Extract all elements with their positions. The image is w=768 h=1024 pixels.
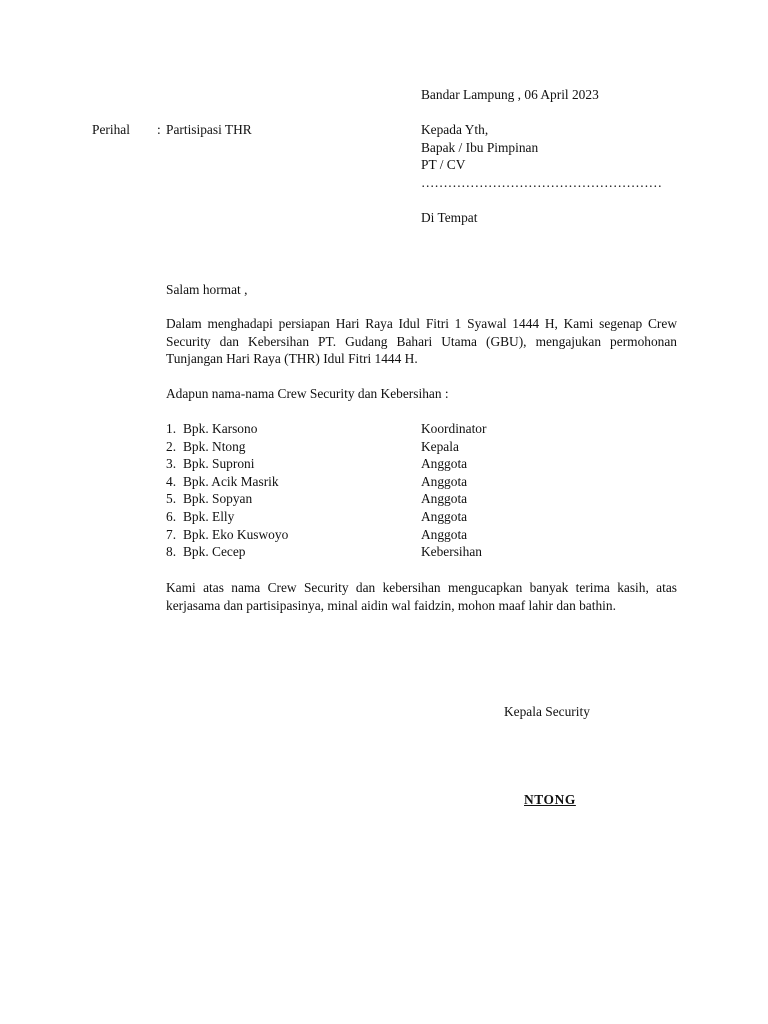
- member-role: Koordinator: [421, 421, 487, 436]
- member-list: [166, 420, 526, 561]
- member-role: Anggota: [421, 456, 468, 472]
- item-number: 2.: [166, 438, 177, 454]
- signer-title: Kepala Security: [504, 704, 590, 719]
- recipient-dotted-line: ………………………………………………: [421, 175, 663, 190]
- recipient-line-2: Bapak / Ibu Pimpinan: [421, 140, 539, 155]
- member-name: Bpk. Elly: [183, 508, 235, 524]
- list-item: [166, 490, 526, 508]
- subject-separator: :: [157, 122, 161, 137]
- item-number: 3.: [166, 456, 177, 472]
- member-name: Bpk. Karsono: [183, 421, 258, 436]
- member-name: Bpk. Eko Kuswoyo: [183, 526, 289, 542]
- item-number: 8.: [166, 544, 177, 560]
- member-role: Anggota: [421, 473, 468, 489]
- item-number: 5.: [166, 491, 177, 507]
- list-intro: Adapun nama-nama Crew Security dan Kebersihan :: [166, 386, 449, 401]
- list-item: [166, 473, 526, 491]
- recipient-line-1: Kepada Yth,: [421, 122, 489, 137]
- item-number: 6.: [166, 508, 177, 524]
- recipient-line-5: Di Tempat: [421, 210, 478, 225]
- member-role: Anggota: [421, 508, 468, 524]
- item-number: 7.: [166, 526, 177, 542]
- list-item: [166, 508, 526, 526]
- subject-label: Perihal: [92, 122, 130, 137]
- member-name: Bpk. Acik Masrik: [183, 473, 279, 489]
- member-role: Anggota: [421, 526, 468, 542]
- member-name: Bpk. Cecep: [183, 544, 246, 560]
- item-number: 4.: [166, 473, 177, 489]
- member-name: Bpk. Sopyan: [183, 491, 253, 507]
- member-name: Bpk. Ntong: [183, 438, 246, 454]
- signer-name: NTONG: [524, 792, 576, 807]
- member-role: Kepala: [421, 438, 459, 454]
- recipient-line-3: PT / CV: [421, 157, 466, 172]
- member-role: Anggota: [421, 491, 468, 507]
- member-name: Bpk. Suproni: [183, 456, 255, 472]
- list-item: [166, 420, 526, 438]
- subject-value: Partisipasi THR: [166, 122, 252, 137]
- list-item: [166, 543, 526, 561]
- list-item: [166, 526, 526, 544]
- place-date: Bandar Lampung , 06 April 2023: [421, 87, 599, 102]
- item-number: 1.: [166, 421, 177, 436]
- list-item: [166, 455, 526, 473]
- greeting: Salam hormat ,: [166, 282, 248, 297]
- body-paragraph: Dalam menghadapi persiapan Hari Raya Idul Fitri 1 Syawal 1444 H, Kami segenap Crew Security dan Kebersihan PT. Gudang Bahari Utama (GBU), mengajukan permohonan Tunjangan Hari Raya (THR) Idul Fitri 1444 H.: [166, 316, 677, 367]
- member-role: Kebersihan: [421, 544, 482, 560]
- list-item: [166, 438, 526, 456]
- closing-paragraph: Kami atas nama Crew Security dan kebersihan mengucapkan banyak terima kasih, atas kerjasama dan partisipasinya, minal aidin wal faidzin, mohon maaf lahir dan bathin.: [166, 580, 677, 613]
